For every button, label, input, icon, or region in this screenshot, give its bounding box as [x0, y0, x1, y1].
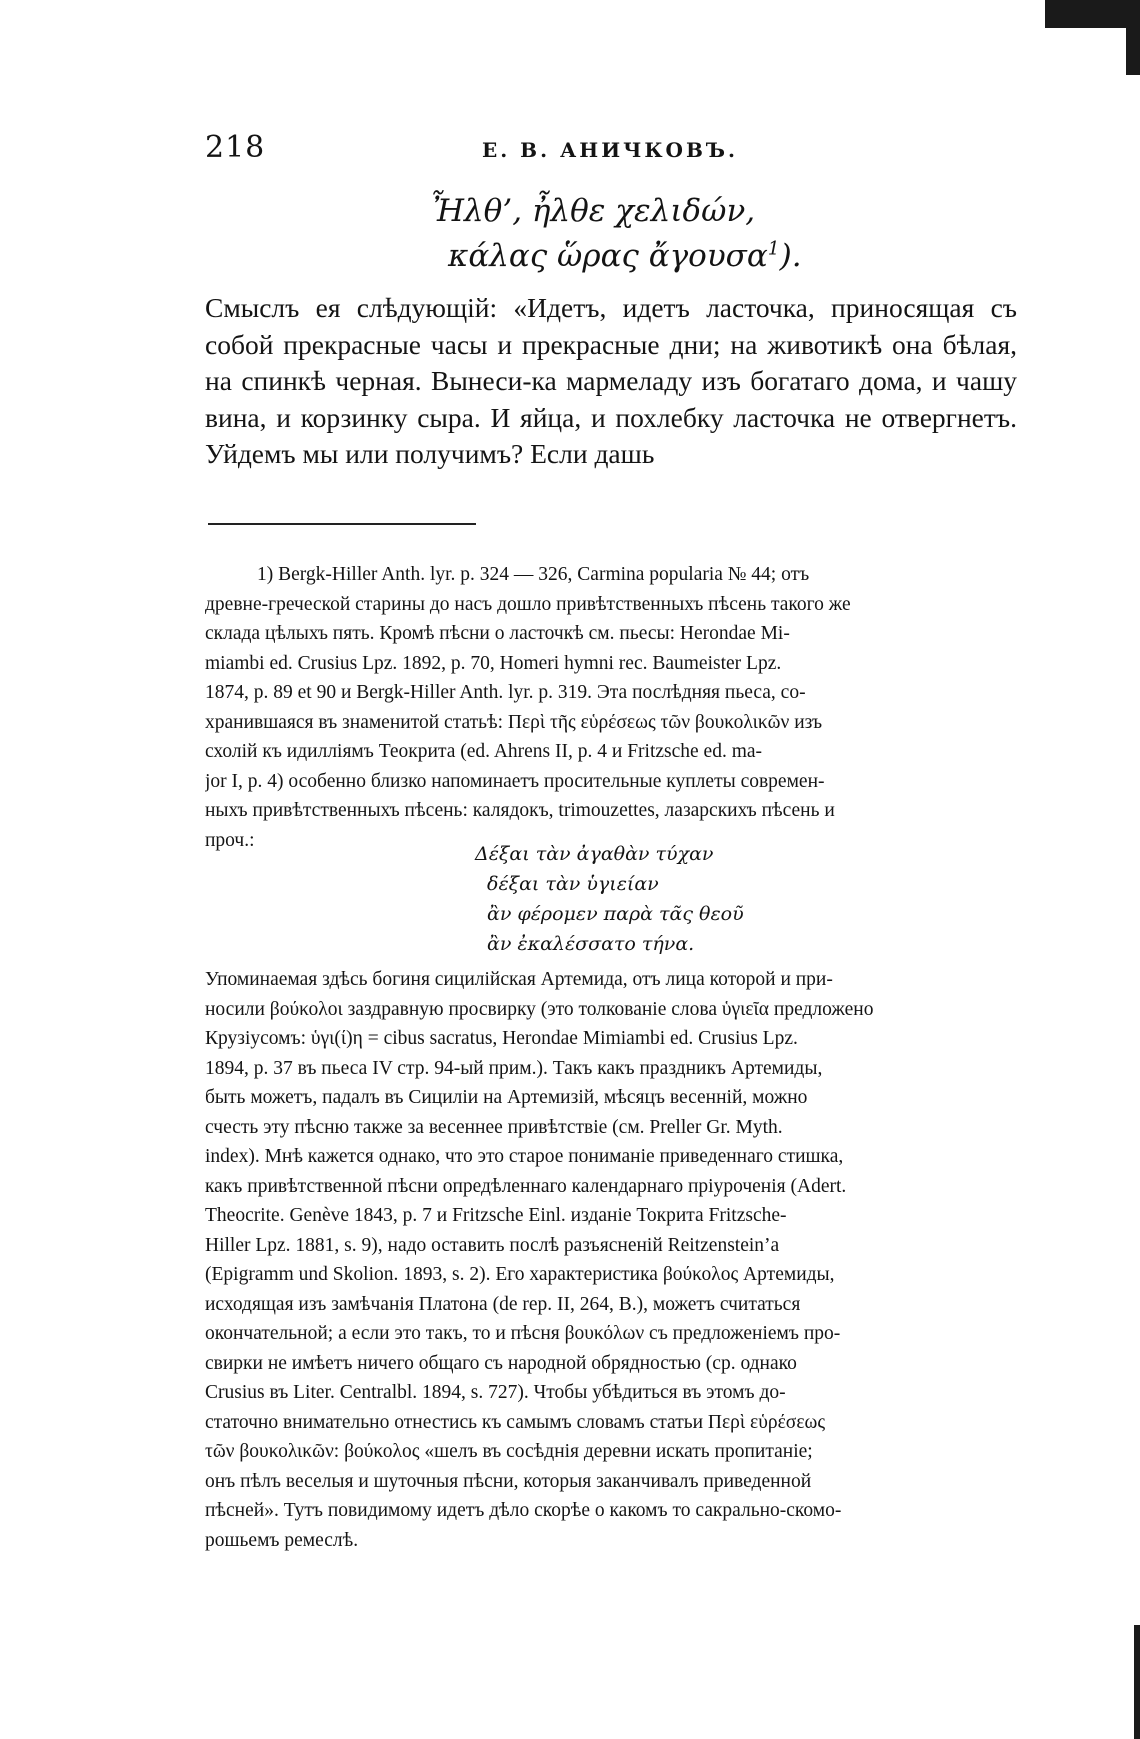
footnote-line: Крузіусомъ: ὑγι(ί)η = cibus sacratus, Herondae Mimiambi ed. Crusius Lpz. [205, 1028, 798, 1049]
footnote-line: носили βούκολοι заздравную просвирку (это толкованіе слова ὑγιεῖα предложено [205, 998, 874, 1020]
verse-line-2-text: κάλας ὥρας ἄγουσα [448, 238, 768, 274]
footnote-line: Theocrite. Genève 1843, p. 7 и Fritzsche Einl. изданіе Токрита Fritzsche- [205, 1205, 787, 1226]
footnote-line: схолій къ идилліямъ Теокрита (ed. Ahrens II, p. 4 и Fritzsche ed. ma- [205, 741, 763, 762]
verse-line-2 [448, 238, 802, 274]
footnote-line: окончательной; а если это такъ, то и пѣсня βουκόλων съ предложеніемъ про- [205, 1323, 841, 1344]
verse-line-1: Ἦλθ’, ἦλθε χελιδών, [430, 193, 756, 229]
footnote-divider [208, 523, 476, 525]
footnote-line: онъ пѣлъ веселыя и шуточныя пѣсни, которыя заканчивалъ приведенной [205, 1470, 812, 1492]
scan-edge-right-top [1126, 0, 1140, 75]
page-number: 218 [205, 130, 266, 165]
greek-verse-line-2: δέξαι τὰν ὑγιείαν [487, 873, 659, 895]
footnote-line: Crusius въ Liter. Centralbl. 1894, s. 727). Чтобы убѣдиться въ этомъ до- [205, 1382, 786, 1403]
body-paragraph: Смыслъ ея слѣдующій: «Идетъ, идетъ ласточка, приносящая съ собой прекрасные часы и прекрасные дни; на животикѣ она бѣлая, на спинкѣ черная. Вынеси-ка мармеладу изъ богатаго дома, и чашу вина, и корзинку сыра. И яйца, и похлебку ласточка не отвергнетъ. Уйдемъ мы или получимъ? Если дашь [205, 292, 1017, 469]
greek-verse-line-3: ἂν φέρομεν παρὰ τᾶς θεοῦ [487, 903, 744, 925]
footnote-line: index). Мнѣ кажется однако, что это старое пониманіе приведеннаго стишка, [205, 1146, 844, 1167]
footnote-line: рошьемъ ремеслѣ. [205, 1529, 359, 1551]
footnote-line: исходящая изъ замѣчанія Платона (de rep. II, 264, B.), можетъ считаться [205, 1293, 801, 1315]
footnote-line: какъ привѣтственной пѣсни опредѣленнаго календарнаго пріуроченія (Adert. [205, 1175, 847, 1197]
footnote-line: Hiller Lpz. 1881, s. 9), надо оставить послѣ разъясненій Reitzenstein’a [205, 1234, 780, 1256]
footnote-marker: 1 [767, 238, 780, 260]
footnote-line: проч.: [205, 829, 255, 851]
footnote-line: счесть эту пѣсню также за весеннее привѣтствіе (см. Preller Gr. Myth. [205, 1116, 783, 1138]
footnote-line: τῶν βουκολικῶν: βούκολος «шелъ въ сосѣднія деревни искать пропитаніе; [205, 1441, 813, 1462]
greek-verse-line-4: ἂν ἐκαλέσσατο τήνα. [487, 933, 695, 955]
scan-edge-right-bottom [1134, 1625, 1140, 1739]
footnote-line: хранившаяся въ знаменитой статьѣ: Περὶ τῆς εὑρέσεως τῶν βουκολικῶν изъ [205, 711, 823, 733]
footnote-line: быть можетъ, падалъ въ Сициліи на Артемизій, мѣсяцъ весенній, можно [205, 1087, 808, 1108]
footnote-line: пѣсней». Тутъ повидимому идетъ дѣло скорѣе о какомъ то сакрально-скомо- [205, 1500, 842, 1521]
footnote-line: Упоминаемая здѣсь богиня сицилійская Артемида, отъ лица которой и при- [205, 969, 833, 990]
footnote-line: свирки не имѣетъ ничего общаго съ народной обрядностью (ср. однако [205, 1352, 797, 1374]
footnote-line: ныхъ привѣтственныхъ пѣсень: калядокъ, trimouzettes, лазарскихъ пѣсень и [205, 800, 835, 821]
footnote-line: статочно внимательно отнестись къ самымъ словамъ статьи Περὶ εὑρέσεως [205, 1411, 826, 1433]
footnote-line: jor I, p. 4) особенно близко напоминаетъ просительные куплеты современ- [205, 770, 825, 792]
footnote-continuation [205, 965, 1017, 1555]
greek-verse-line-1: Δέξαι τὰν ἀγαθὰν τύχαν [475, 843, 714, 865]
footnote-line: 1874, p. 89 et 90 и Bergk-Hiller Anth. lyr. p. 319. Эта послѣдняя пьеса, со- [205, 682, 806, 703]
footnote-line: древне-греческой старины до насъ дошло привѣтственныхъ пѣсень такого же [205, 593, 851, 615]
footnote-line: miambi ed. Crusius Lpz. 1892, p. 70, Homeri hymni rec. Baumeister Lpz. [205, 652, 782, 674]
footnote [205, 560, 1017, 855]
verse-line-2-close: ). [779, 238, 802, 274]
footnote-line: (Epigramm und Skolion. 1893, s. 2). Его характеристика βούκολος Артемиды, [205, 1264, 835, 1285]
footnote-line: склада цѣлыхъ пять. Кромѣ пѣсни о ласточкѣ см. пьесы: Herondae Mi- [205, 623, 790, 644]
footnote-line: 1894, p. 37 въ пьеса IV стр. 94-ый прим.). Такъ какъ праздникъ Артемиды, [205, 1057, 823, 1079]
footnote-line: 1) Bergk-Hiller Anth. lyr. p. 324 — 326, Carmina popularia № 44; отъ [257, 564, 810, 585]
running-head: Е. В. АНИЧКОВЪ. [482, 138, 738, 162]
page-header [205, 130, 1015, 170]
